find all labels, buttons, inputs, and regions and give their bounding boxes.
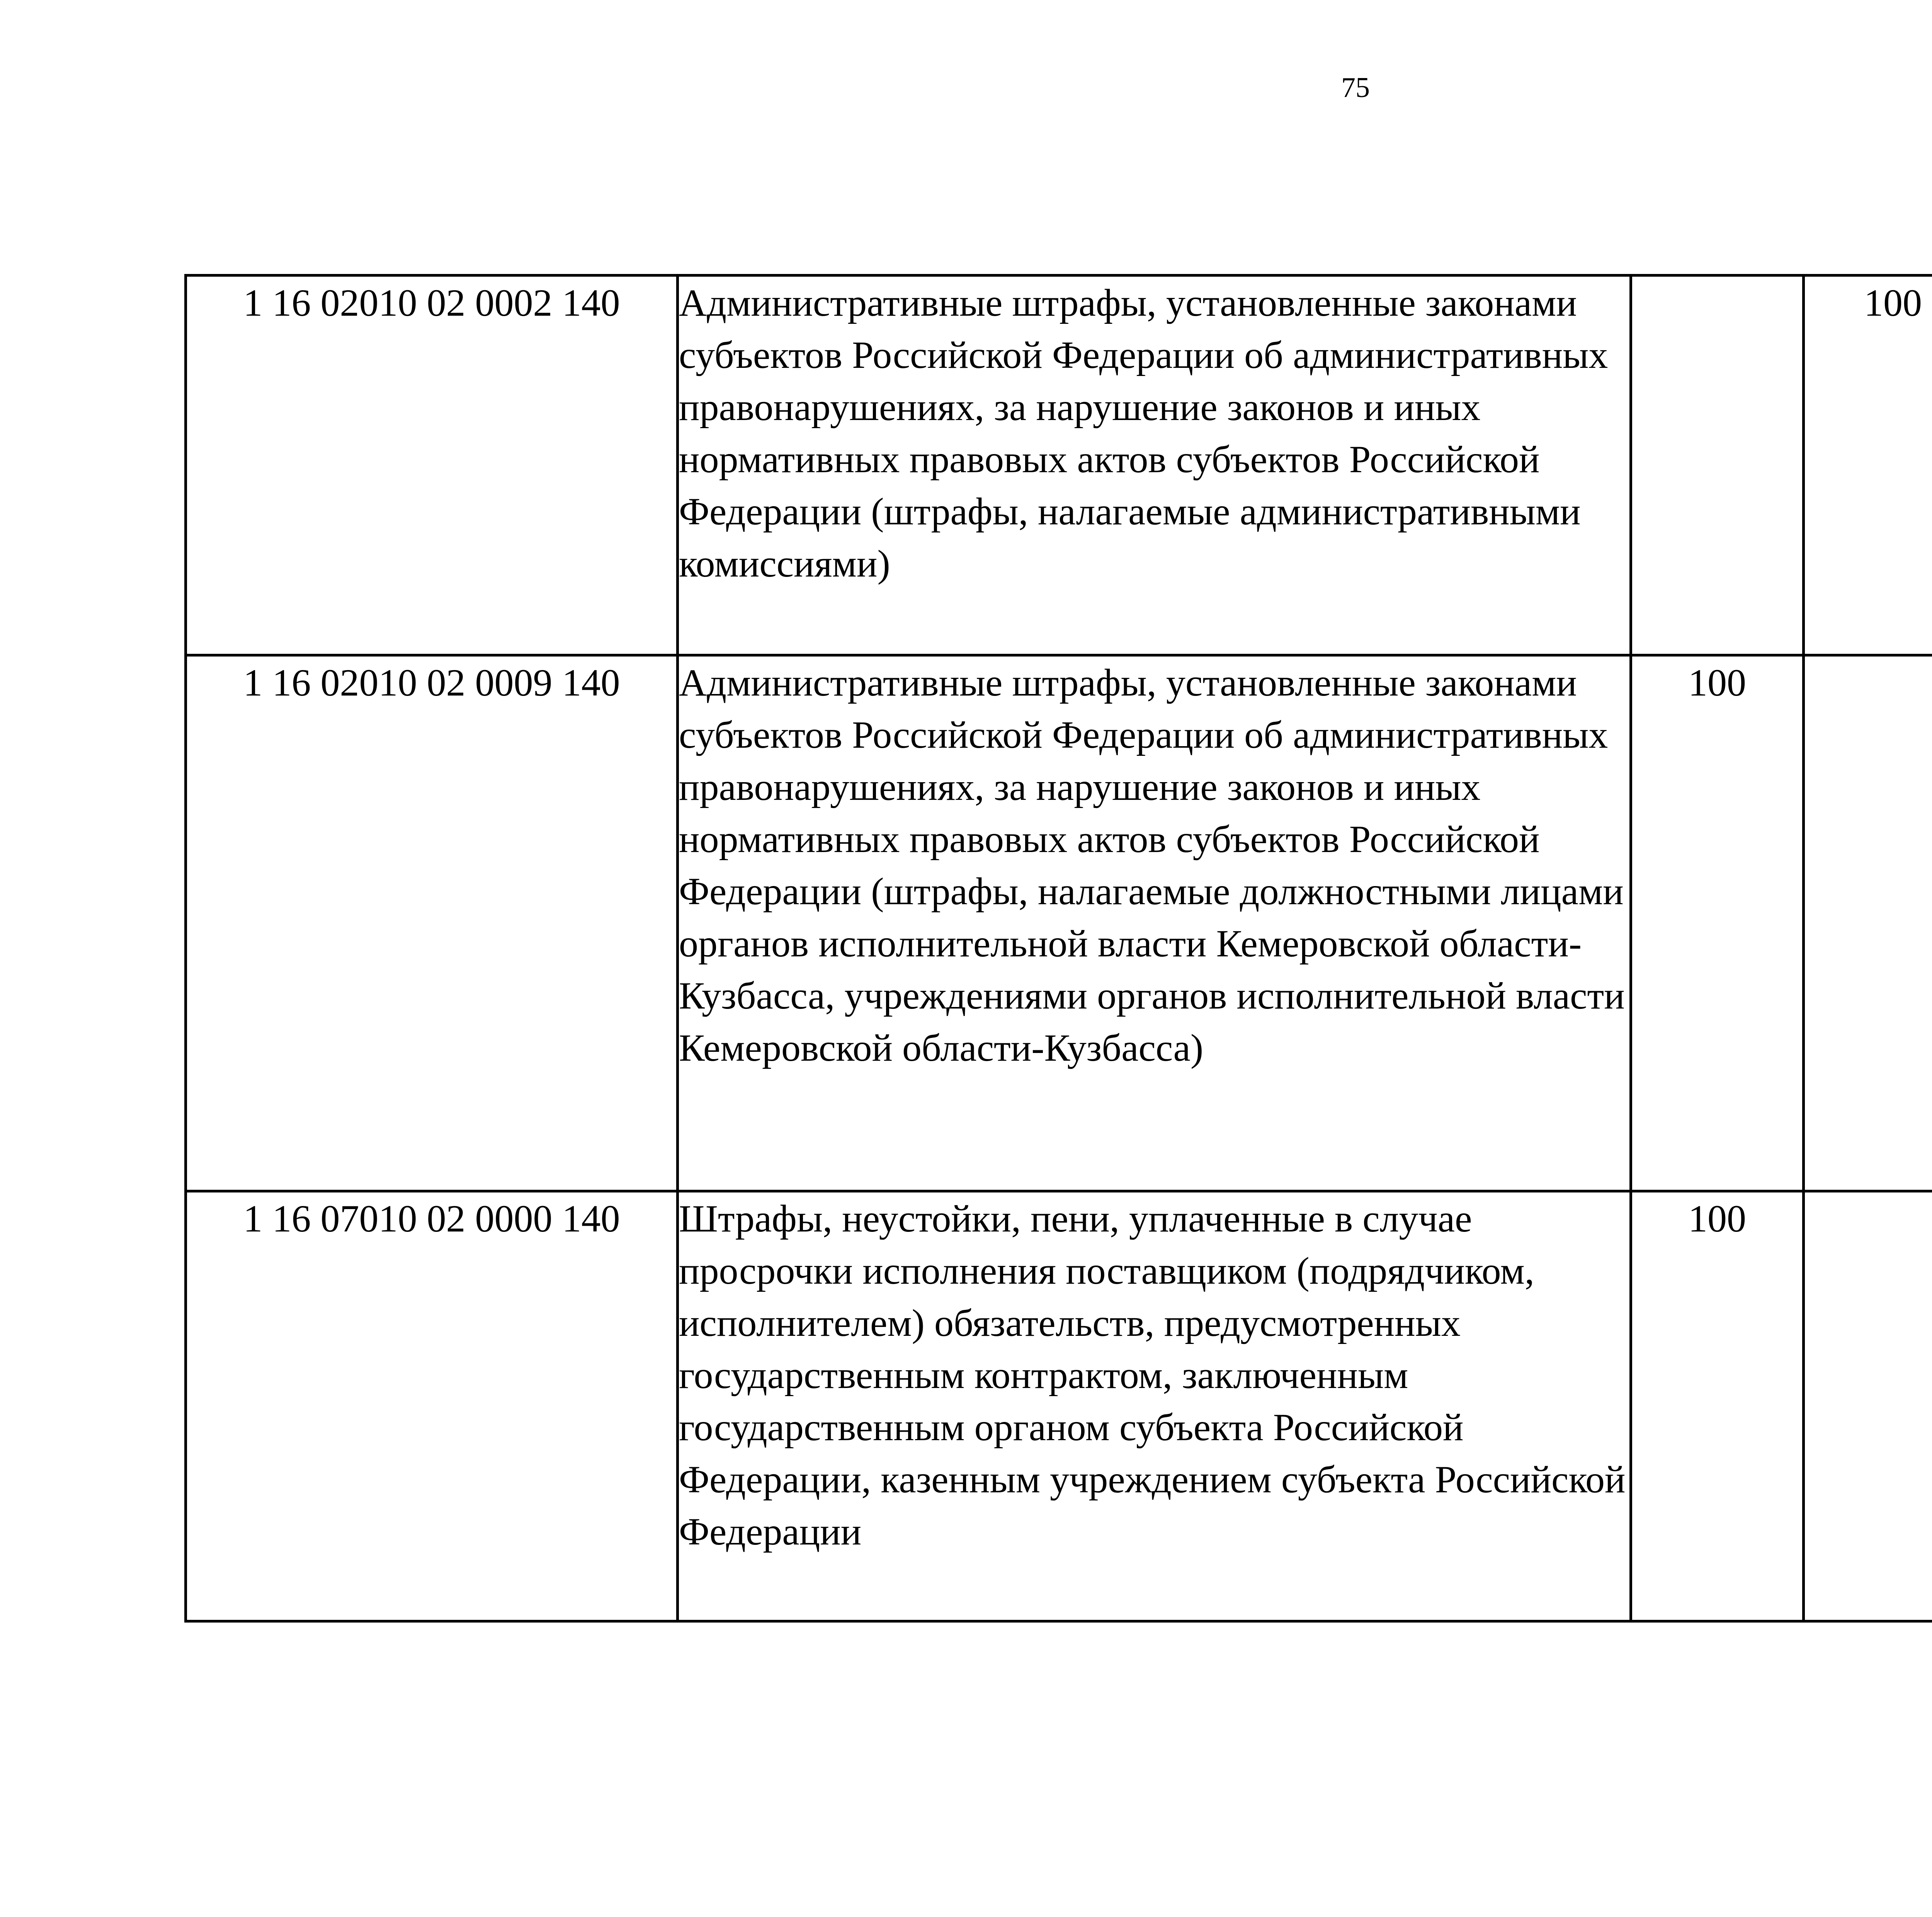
budget-code-cell: 1 16 07010 02 0000 140 [186, 1191, 678, 1621]
value-cell-1: 100 [1631, 655, 1804, 1191]
table-row [186, 1191, 1932, 1621]
value-cell-2: 100 [1804, 276, 1932, 655]
value-cell-1 [1631, 276, 1804, 655]
budget-code-cell: 1 16 02010 02 0009 140 [186, 655, 678, 1191]
budget-code-cell: 1 16 02010 02 0002 140 [186, 276, 678, 655]
value-cell-2 [1804, 655, 1932, 1191]
page-number: 75 [1341, 72, 1370, 104]
table-row [186, 276, 1932, 655]
table-row [186, 655, 1932, 1191]
description-cell: Административные штрафы, установленные законами субъектов Российской Федерации об административных правонарушениях, за нарушение законов и иных нормативных правовых актов субъектов Российской Федерации (штрафы, налагаемые административными комиссиями) [678, 276, 1631, 655]
description-cell: Штрафы, неустойки, пени, уплаченные в случае просрочки исполнения поставщиком (подрядчиком, исполнителем) обязательств, предусмотренных государственным контрактом, заключенным государственным органом субъекта Российской Федерации, казенным учреждением субъекта Российской Федерации [678, 1191, 1631, 1621]
revenue-code-table [184, 274, 1932, 1623]
value-cell-2 [1804, 1191, 1932, 1621]
description-cell: Административные штрафы, установленные законами субъектов Российской Федерации об административных правонарушениях, за нарушение законов и иных нормативных правовых актов субъектов Российской Федерации (штрафы, налагаемые должностными лицами органов исполнительной власти Кемеровской области-Кузбасса, учреждениями органов исполнительной власти Кемеровской области-Кузбасса) [678, 655, 1631, 1191]
value-cell-1: 100 [1631, 1191, 1804, 1621]
